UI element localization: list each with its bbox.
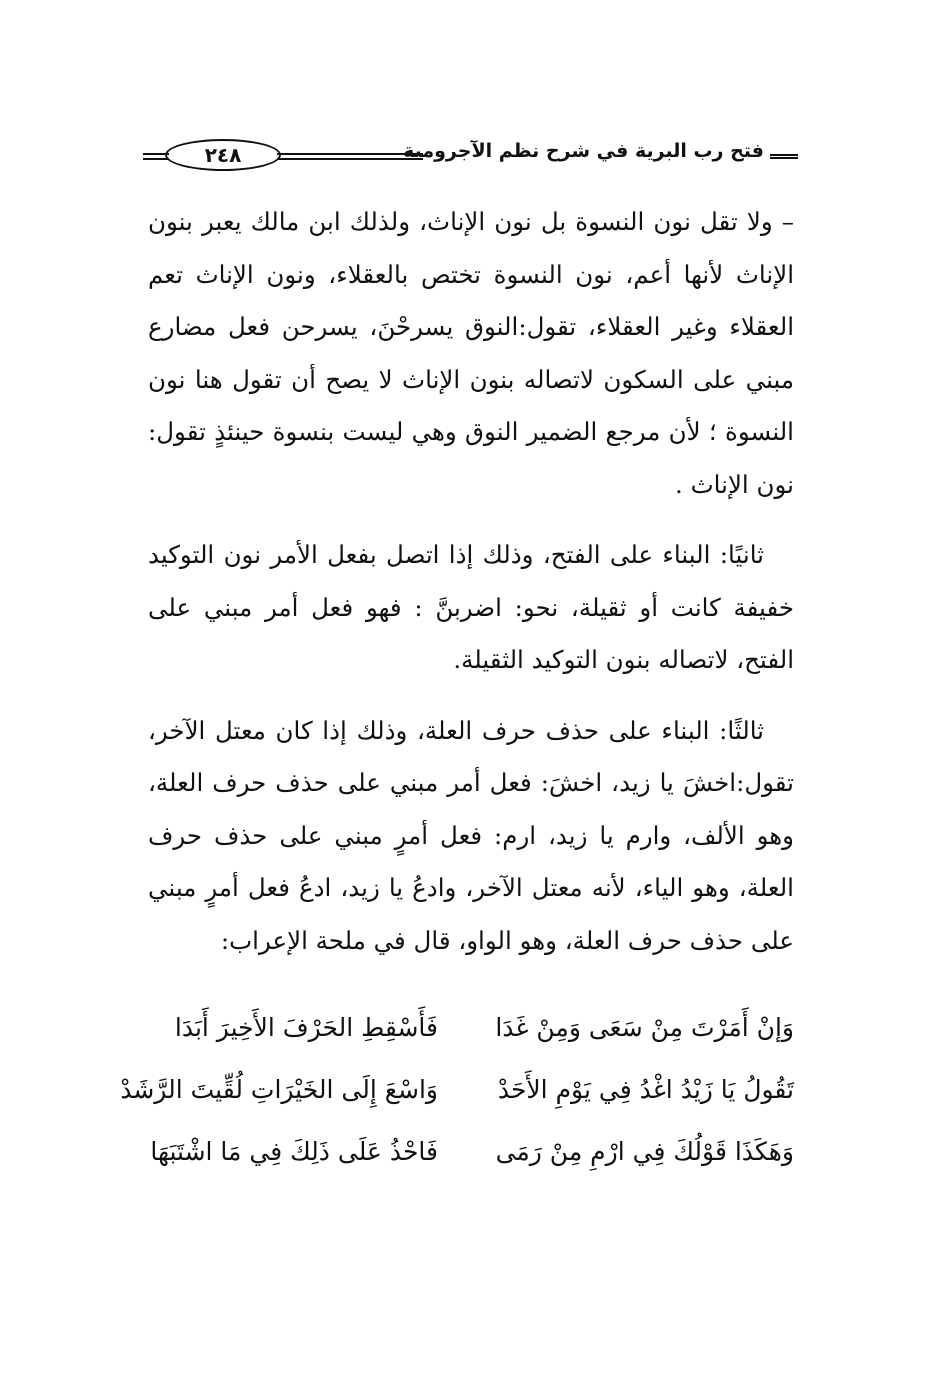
verse-second-hemistich: فَأَسْقِطِ الحَرْفَ الأَخِيرَ أَبَدَا (174, 1012, 438, 1042)
page-number: ٢٤٨ (204, 143, 242, 167)
main-text (148, 196, 794, 967)
header-ornament-dash (770, 154, 798, 159)
paragraph-2: ثانيًا: البناء على الفتح، وذلك إذا اتصل بفعل الأمر نون التوكيد خفيفة كانت أو ثقيلة، نحو: اضربنَّ : فهو فعل أمر مبني على الفتح، لاتصاله بنون التوكيد الثقيلة. (148, 540, 794, 674)
page-number-oval (165, 139, 281, 171)
verse-second-hemistich: فَاحْذُ عَلَى ذَلِكَ فِي مَا اشْتَبَهَا (150, 1136, 438, 1166)
paragraph-1: – ولا تقل نون النسوة بل نون الإناث، ولذلك ابن مالك يعبر بنون الإناث لأنها أعم، نون النسوة تختص بالعقلاء، ونون الإناث تعم العقلاء وغير العقلاء، تقول:النوق يسرحْنَ، يسرحن فعل مضارع مبني على السكون لاتصاله بنون الإناث لا يصح أن تقول هنا نون النسوة ؛ لأن مرجع الضمير النوق وهي ليست بنسوة حينئذٍ تقول: نون الإناث . (148, 207, 794, 499)
verse-second-hemistich: وَاسْعَ إِلَى الخَيْرَاتِ لُقِّيتَ الرَّشَدْ (120, 1074, 438, 1104)
verse-first-hemistich: وَإنْ أَمَرْتَ مِنْ سَعَى وَمِنْ غَدَا (495, 1012, 794, 1042)
book-title: فتح رب البرية في شرح نظم الآجرومية (403, 140, 764, 162)
verse-first-hemistich: تَقُولُ يَا زَيْدُ اغْدُ فِي يَوْمِ الأَحَدْ (497, 1074, 794, 1104)
header-rule-left (143, 153, 169, 160)
verse-line (148, 996, 794, 1058)
running-header (143, 136, 798, 176)
verse-first-hemistich: وَهَكَذَا قَوْلُكَ فِي ارْمِ مِنْ رَمَى (495, 1136, 794, 1166)
header-rule (277, 153, 423, 160)
verse-line (120, 1058, 794, 1120)
paragraph-3: ثالثًا: البناء على حذف حرف العلة، وذلك إذا كان معتل الآخر، تقول:اخشَ يا زيد، اخشَ: فعل أمر مبني على حذف حرف العلة، وهو الألف، وارم يا زيد، ارم: فعل أمرٍ مبني على حذف حرف العلة، وهو الياء، لأنه معتل الآخر، وادعُ يا زيد، ادعُ فعل أمرٍ مبني على حذف حرف العلة، وهو الواو، قال في ملحة الإعراب: (148, 715, 794, 955)
verse-line (148, 1120, 794, 1182)
poem-verses (120, 996, 794, 1182)
